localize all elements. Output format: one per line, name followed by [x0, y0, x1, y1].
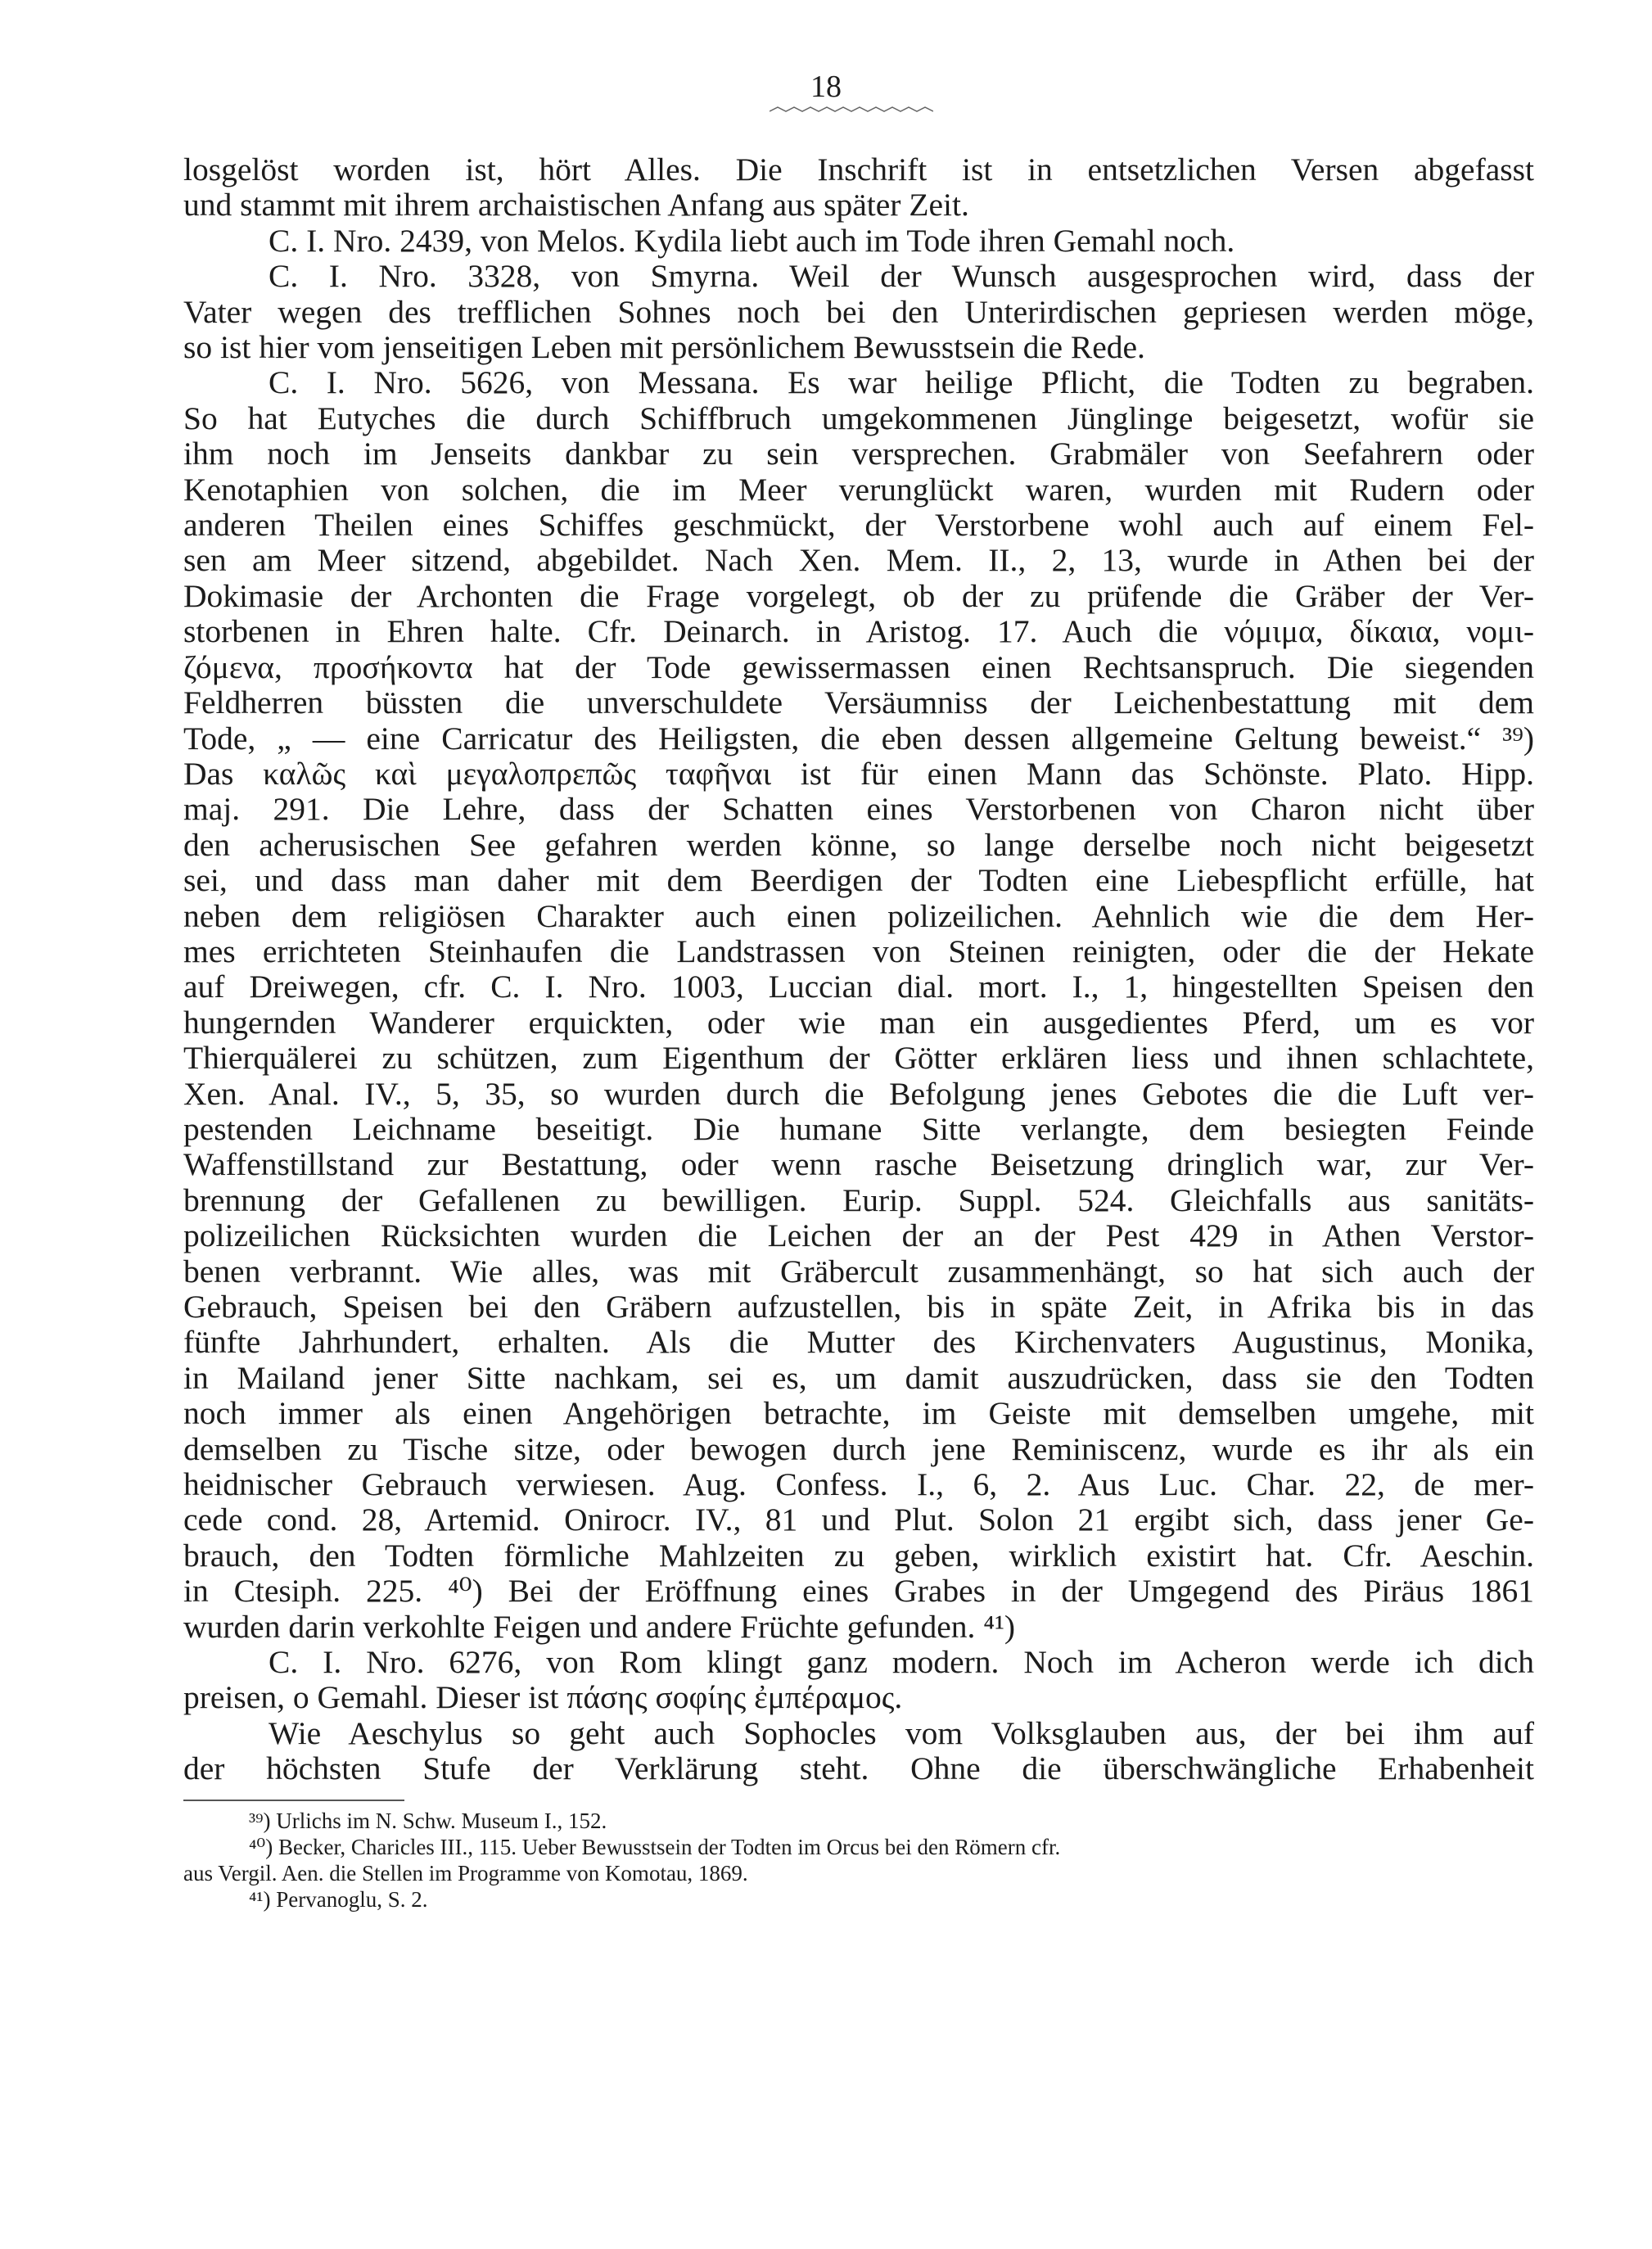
text-line: So hat Eutyches die durch Schiffbruch umgekommenen Jünglinge beigesetzt, wofür sie [183, 400, 1534, 436]
text-line: Kenotaphien von solchen, die im Meer verunglückt waren, wurden mit Rudern oder [183, 471, 1534, 508]
footnote: ⁴¹) Pervanoglu, S. 2. [249, 1887, 428, 1912]
text-line: neben dem religiösen Charakter auch einen polizeilichen. Aehnlich wie die dem Her- [183, 897, 1534, 934]
text-line: C. I. Nro. 6276, von Rom klingt ganz modern. Noch im Acheron werde ich dich [269, 1644, 1534, 1681]
text-line: polizeilichen Rücksichten wurden die Leichen der an der Pest 429 in Athen Verstor- [183, 1217, 1534, 1254]
text-line: wurden darin verkohlte Feigen und andere Früchte gefunden. ⁴¹) [183, 1608, 1016, 1645]
text-line: hungernden Wanderer erquickten, oder wie man ein ausgedientes Pferd, um es vor [183, 1004, 1534, 1041]
text-line: Thierquälerei zu schützen, zum Eigenthum der Götter erklären liess und ihnen schlachtete, [183, 1040, 1534, 1077]
text-line: brauch, den Todten förmliche Mahlzeiten zu geben, wirklich existirt hat. Cfr. Aeschin. [183, 1537, 1534, 1574]
text-line: C. I. Nro. 5626, von Messana. Es war heilige Pflicht, die Todten zu begraben. [269, 364, 1534, 401]
text-line: heidnischer Gebrauch verwiesen. Aug. Confess. I., 6, 2. Aus Luc. Char. 22, de mer- [183, 1466, 1534, 1503]
text-line: maj. 291. Die Lehre, dass der Schatten eines Verstorbenen von Charon nicht über [183, 791, 1534, 828]
text-line: sei, und dass man daher mit dem Beerdigen der Todten eine Liebespflicht erfülle, hat [183, 862, 1534, 899]
text-line: so ist hier vom jenseitigen Leben mit persönlichem Bewusstsein die Rede. [183, 329, 1145, 366]
text-line: Waffenstillstand zur Bestattung, oder wenn rasche Beisetzung dringlich war, zur Ver- [183, 1146, 1534, 1183]
text-line: Das καλῶς καὶ μεγαλοπρεπῶς ταφῆναι ist für einen Mann das Schönste. Plato. Hipp. [183, 755, 1534, 792]
text-line: ihm noch im Jenseits dankbar zu sein versprechen. Grabmäler von Seefahrern oder [183, 436, 1534, 472]
text-line: den acherusischen See gefahren werden könne, so lange derselbe noch nicht beigesetzt [183, 826, 1534, 863]
text-line: preisen, o Gemahl. Dieser ist πάσης σοφίης ἐμπέραμος. [183, 1679, 903, 1716]
text-line: benen verbrannt. Wie alles, was mit Gräbercult zusammenhängt, so hat sich auch der [183, 1253, 1534, 1289]
text-line: Gebrauch, Speisen bei den Gräbern aufzustellen, bis in späte Zeit, in Afrika bis in das [183, 1289, 1534, 1325]
text-line: der höchsten Stufe der Verklärung steht. Ohne die überschwängliche Erhabenheit [183, 1750, 1534, 1787]
text-line: brennung der Gefallenen zu bewilligen. Eurip. Suppl. 524. Gleichfalls aus sanitäts- [183, 1181, 1534, 1218]
text-line: Xen. Anal. IV., 5, 35, so wurden durch die Befolgung jenes Gebotes die die Luft ver- [183, 1075, 1534, 1112]
footnote-divider [183, 1800, 404, 1801]
text-line: in Ctesiph. 225. ⁴⁰) Bei der Eröffnung eines Grabes in der Umgegend des Piräus 1861 [183, 1573, 1534, 1610]
page-ornament [770, 105, 933, 115]
text-line: C. I. Nro. 3328, von Smyrna. Weil der Wunsch ausgesprochen wird, dass der [269, 258, 1534, 295]
footnotes [183, 1808, 1526, 1913]
text-line: losgelöst worden ist, hört Alles. Die Inschrift ist in entsetzlichen Versen abgefasst [183, 151, 1534, 187]
footnote: ³⁹) Urlichs im N. Schw. Museum I., 152. [249, 1809, 607, 1833]
text-line: cede cond. 28, Artemid. Onirocr. IV., 81 und Plut. Solon 21 ergibt sich, dass jener Ge- [183, 1502, 1534, 1538]
text-line: Wie Aeschylus so geht auch Sophocles vom Volksglauben aus, der bei ihm auf [269, 1714, 1534, 1751]
text-line: Vater wegen des trefflichen Sohnes noch bei den Unterirdischen gepriesen werden möge, [183, 293, 1534, 330]
text-line: pestenden Leichname beseitigt. Die humane Sitte verlangte, dem besiegten Feinde [183, 1110, 1534, 1147]
text-line: Dokimasie der Archonten die Frage vorgelegt, ob der zu prüfende die Gräber der Ver- [183, 577, 1534, 614]
text-line: demselben zu Tische sitze, oder bewogen durch jene Reminiscenz, wurde es ihr als ein [183, 1430, 1534, 1467]
footnote: ⁴⁰) Becker, Charicles III., 115. Ueber Bewusstsein der Todten im Orcus bei den Römern cfr. [249, 1835, 1061, 1859]
text-line: mes errichteten Steinhaufen die Landstrassen von Steinen reinigten, oder die der Hekate [183, 933, 1534, 969]
page-number: 18 [810, 70, 842, 104]
text-line: C. I. Nro. 2439, von Melos. Kydila liebt auch im Tode ihren Gemahl noch. [269, 222, 1235, 259]
text-line: Tode, „ — eine Carricatur des Heiligsten, die eben dessen allgemeine Geltung beweist.“ ³⁹) [183, 720, 1534, 756]
text-line: und stammt mit ihrem archaistischen Anfang aus später Zeit. [183, 187, 969, 224]
text-line: in Mailand jener Sitte nachkam, sei es, um damit auszudrücken, dass sie den Todten [183, 1359, 1534, 1396]
body-text [183, 152, 1534, 1787]
footnote: aus Vergil. Aen. die Stellen im Programme von Komotau, 1869. [183, 1861, 748, 1885]
text-line: Feldherren büssten die unverschuldete Versäumniss der Leichenbestattung mit dem [183, 684, 1534, 721]
text-line: sen am Meer sitzend, abgebildet. Nach Xen. Mem. II., 2, 13, wurde in Athen bei der [183, 542, 1534, 579]
text-line: anderen Theilen eines Schiffes geschmückt, der Verstorbene wohl auch auf einem Fel- [183, 507, 1534, 544]
text-line: noch immer als einen Angehörigen betrachte, im Geiste mit demselben umgehe, mit [183, 1395, 1534, 1432]
text-line: ζόμενα, προσήκοντα hat der Tode gewissermassen einen Rechtsanspruch. Die siegenden [183, 648, 1534, 685]
text-line: fünfte Jahrhundert, erhalten. Als die Mutter des Kirchenvaters Augustinus, Monika, [183, 1324, 1534, 1361]
text-line: auf Dreiwegen, cfr. C. I. Nro. 1003, Luccian dial. mort. I., 1, hingestellten Speisen den [183, 969, 1534, 1005]
text-line: storbenen in Ehren halte. Cfr. Deinarch. in Aristog. 17. Auch die νόμιμα, δίκαια, νομι- [183, 613, 1534, 650]
